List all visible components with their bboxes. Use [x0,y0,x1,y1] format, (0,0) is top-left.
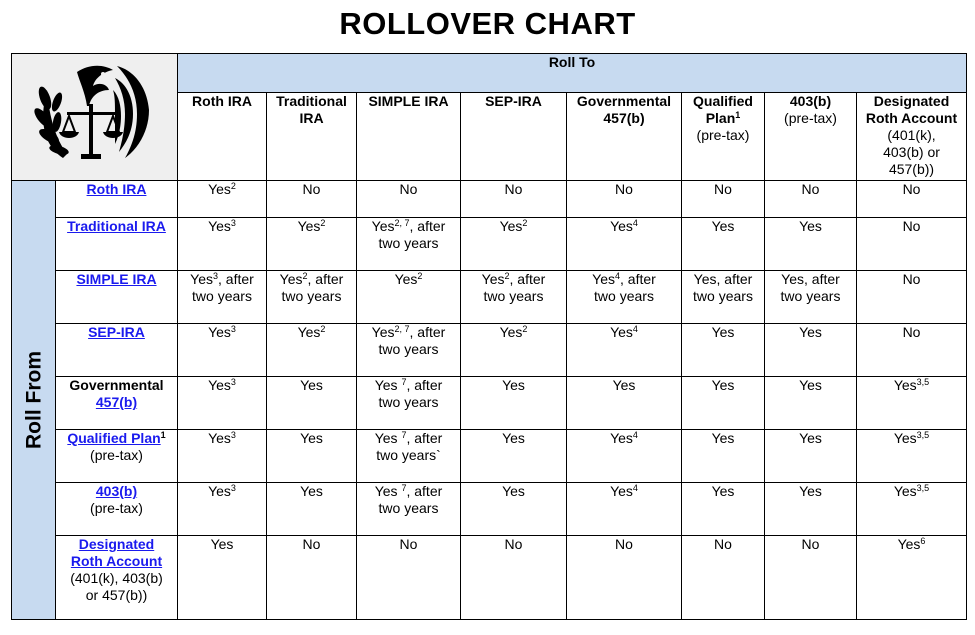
cell-value: No [801,181,820,197]
column-header-label: SEP-IRA [485,93,542,109]
cell-condition: , after [406,483,443,499]
cell-value: No [714,536,732,552]
table-cell [765,324,857,377]
table-cell [357,377,461,430]
cell-value: Yes [502,430,525,446]
cell-condition: , after [406,377,443,393]
cell-value: Yes [499,218,523,234]
cell-value: Yes [502,377,525,393]
table-cell [461,324,567,377]
irs-eagle-logo [33,60,157,170]
table-cell [765,430,857,483]
cell-value: No [615,181,633,197]
cell-value: No [399,181,418,197]
column-header [857,93,967,181]
cell-value: Yes [374,430,402,446]
row-header-link[interactable]: Traditional IRA [67,218,166,234]
cell-value: Yes [799,483,822,499]
cell-condition: two years [378,500,439,516]
cell-value: No [902,181,921,197]
footnote-marker: 2 [320,324,326,334]
table-cell [857,218,967,271]
footnote-marker: 2 [417,271,423,281]
cell-value: Yes [897,536,921,552]
table-cell [178,430,267,483]
table-cell [267,218,357,271]
table-cell [567,271,682,324]
footnote-marker: 7 [401,430,407,440]
cell-value: Yes [612,377,636,393]
cell-condition: , after [409,324,446,340]
table-row [12,536,967,620]
cell-value: Yes [502,483,525,499]
column-header [461,93,567,181]
row-header [56,377,178,430]
table-cell [461,218,567,271]
footnote-marker: 2 [230,181,236,191]
table-cell [267,536,357,620]
footnote-marker: 3,5 [916,483,930,493]
footnote-marker: 7 [401,483,407,493]
row-header-note: or 457(b)) [85,587,148,603]
cell-value: No [302,536,321,552]
cell-value: Yes [300,483,323,499]
column-header-label: Roth IRA [192,93,252,109]
row-header-note: (pre-tax) [90,500,143,516]
cell-value: Yes [711,324,735,340]
table-row [12,377,967,430]
cell-condition: , after [218,271,254,287]
footnote-marker: 3 [213,271,219,281]
footnote-marker: 7 [401,377,407,387]
table-cell [682,324,765,377]
table-cell [682,430,765,483]
row-header [56,181,178,218]
page-title: ROLLOVER CHART [339,6,636,41]
roll-to-header: Roll To [178,54,967,93]
table-cell [567,430,682,483]
footnote-marker: 2 [522,324,528,334]
column-header-note: (pre-tax) [784,110,837,126]
cell-value: No [801,536,820,552]
column-header-note: 457(b)) [888,161,935,177]
cell-condition: two years [780,288,841,304]
cell-value: Yes, after [693,271,753,287]
table-cell [765,218,857,271]
row-header-link[interactable]: SEP-IRA [88,324,145,340]
cell-value: Yes [371,218,395,234]
table-cell [857,271,967,324]
table-cell [357,181,461,218]
table-cell [267,430,357,483]
cell-value: Yes [711,430,735,446]
cell-value: Yes [210,536,234,552]
footnote-marker: 3 [230,377,236,387]
row-header-link[interactable]: 457(b) [95,394,138,410]
table-cell [857,181,967,218]
column-header-label: Traditional [276,93,347,109]
row-header [56,430,178,483]
cell-condition: two years [378,235,439,251]
column-header-label: Designated [873,93,950,109]
cell-condition: , after [406,430,443,446]
footnote-marker: 4 [632,430,638,440]
cell-condition: , after [509,271,546,287]
footnote-marker: 3 [230,483,236,493]
column-header-note: (401(k), [887,127,936,143]
column-header-label: Roth Account [865,110,958,126]
cell-value: Yes [711,483,735,499]
cell-condition: two years [483,288,544,304]
cell-value: No [302,181,321,197]
row-header [56,271,178,324]
table-cell [267,271,357,324]
table-cell [857,536,967,620]
table-row [12,271,967,324]
cell-value: Yes [300,430,323,446]
cell-value: Yes [297,218,321,234]
cell-condition: two years [192,288,252,304]
column-header-note: (pre-tax) [696,127,750,143]
cell-value: Yes [481,271,505,287]
cell-value: Yes [297,324,321,340]
table-cell [178,377,267,430]
table-cell [357,324,461,377]
table-cell [357,218,461,271]
cell-condition: , after [307,271,344,287]
cell-condition: two years [378,394,439,410]
table-cell [765,271,857,324]
column-header [178,93,267,181]
cell-value: Yes [893,377,917,393]
footnote-marker: 3,5 [916,377,930,387]
column-header-label: Qualified [693,93,753,109]
column-header-label: Governmental [576,93,672,109]
cell-value: No [615,536,633,552]
cell-value: Yes [208,218,231,234]
row-header [56,536,178,620]
cell-value: Yes [711,377,735,393]
cell-value: Yes [610,324,633,340]
cell-value: Yes [799,218,822,234]
row-header-note: (pre-tax) [90,447,143,463]
logo-cell [12,54,178,181]
column-header [267,93,357,181]
column-header [567,93,682,181]
table-row [12,430,967,483]
cell-value: No [399,536,418,552]
cell-condition: two years [281,288,342,304]
table-cell [357,271,461,324]
table-cell [461,430,567,483]
cell-value: Yes [893,483,917,499]
table-cell [567,324,682,377]
cell-value: Yes [208,483,231,499]
footnote-marker: 3 [230,430,236,440]
table-row [12,218,967,271]
row-header-note: (401(k), 403(b) [70,570,163,586]
cell-value: Yes [711,218,735,234]
cell-condition: , after [620,271,656,287]
table-cell [178,271,267,324]
footnote-marker: 6 [920,536,926,546]
footnote-marker: 3 [230,324,236,334]
column-header [682,93,765,181]
table-cell [765,181,857,218]
table-cell [178,483,267,536]
footnote-marker: 3,5 [916,430,930,440]
cell-value: Yes [499,324,523,340]
row-header-link[interactable]: Designated [78,536,155,552]
table-cell [567,536,682,620]
table-cell [267,483,357,536]
cell-value: Yes [799,324,822,340]
cell-condition: two years [594,288,654,304]
table-cell [178,181,267,218]
table-cell [682,181,765,218]
cell-value: Yes [374,483,402,499]
cell-value: Yes, after [781,271,840,287]
cell-value: Yes [799,377,822,393]
table-cell [857,430,967,483]
column-header-label: 457(b) [603,110,645,126]
table-cell [567,377,682,430]
table-cell [857,377,967,430]
table-cell [857,324,967,377]
rollover-table [11,53,967,620]
table-cell [267,377,357,430]
column-header-note: 403(b) or [883,144,940,160]
cell-value: Yes [394,271,418,287]
row-header-link[interactable]: Roth Account [70,553,163,569]
row-header-link[interactable]: Roth IRA [86,181,147,197]
column-header-label: SIMPLE IRA [368,93,449,109]
table-cell [682,377,765,430]
table-cell [178,324,267,377]
table-cell [567,181,682,218]
row-header [56,218,178,271]
table-cell [461,181,567,218]
row-header-link[interactable]: 403(b) [95,483,138,499]
table-cell [461,536,567,620]
column-header-label: IRA [299,110,324,126]
table-cell [682,536,765,620]
table-cell [357,483,461,536]
cell-condition: two years [693,288,753,304]
cell-value: No [902,218,921,234]
footnote-marker: 1 [160,430,166,440]
cell-value: Yes [610,483,633,499]
table-cell [567,218,682,271]
cell-value: No [902,271,921,287]
roll-from-label: Roll From [22,351,45,449]
cell-value: Yes [799,430,822,446]
table-row [12,483,967,536]
column-header [357,93,461,181]
footnote-marker: 2 [504,271,510,281]
cell-value: No [504,536,523,552]
cell-condition: , after [409,218,446,234]
footnote-marker: 2 [320,218,326,228]
footnote-marker: 3 [230,218,236,228]
cell-value: No [714,181,732,197]
table-cell [267,324,357,377]
table-cell [178,536,267,620]
row-header-link[interactable]: SIMPLE IRA [76,271,157,287]
column-header-label: 403(b) [789,93,832,109]
cell-value: Yes [208,324,231,340]
table-cell [357,430,461,483]
table-cell [567,483,682,536]
roll-from-header [12,181,56,620]
cell-condition: two years [378,341,439,357]
footnote-marker: 2, 7 [394,218,410,228]
cell-value: Yes [300,377,323,393]
cell-value: No [504,181,523,197]
footnote-marker: 2 [522,218,528,228]
table-cell [267,181,357,218]
cell-value: No [902,324,921,340]
table-cell [178,218,267,271]
cell-value: Yes [208,377,231,393]
table-row [12,181,967,218]
table-cell [765,377,857,430]
footnote-marker: 2 [302,271,308,281]
row-header [56,324,178,377]
cell-value: Yes [893,430,917,446]
table-cell [682,271,765,324]
cell-value: Yes [610,218,633,234]
table-row [12,324,967,377]
cell-value: Yes [371,324,395,340]
cell-value: Yes [592,271,616,287]
row-header-label: Governmental [69,377,164,393]
footnote-marker: 4 [632,324,638,334]
table-cell [461,271,567,324]
footnote-marker: 2, 7 [394,324,410,334]
column-header [765,93,857,181]
footnote-marker: 1 [735,110,741,120]
cell-value: Yes [208,181,231,197]
footnote-marker: 4 [632,483,638,493]
table-cell [857,483,967,536]
cell-value: Yes [208,430,231,446]
table-cell [461,483,567,536]
column-header-label: Plan [705,110,736,126]
table-cell [682,483,765,536]
row-header-link[interactable]: Qualified Plan [67,430,161,446]
cell-condition: two years` [376,447,441,463]
table-cell [765,483,857,536]
cell-value: Yes [374,377,402,393]
cell-value: Yes [610,430,633,446]
table-cell [765,536,857,620]
footnote-marker: 4 [632,218,638,228]
table-cell [682,218,765,271]
cell-value: Yes [190,271,214,287]
cell-value: Yes [279,271,303,287]
table-cell [357,536,461,620]
footnote-marker: 4 [615,271,621,281]
row-header [56,483,178,536]
table-cell [461,377,567,430]
